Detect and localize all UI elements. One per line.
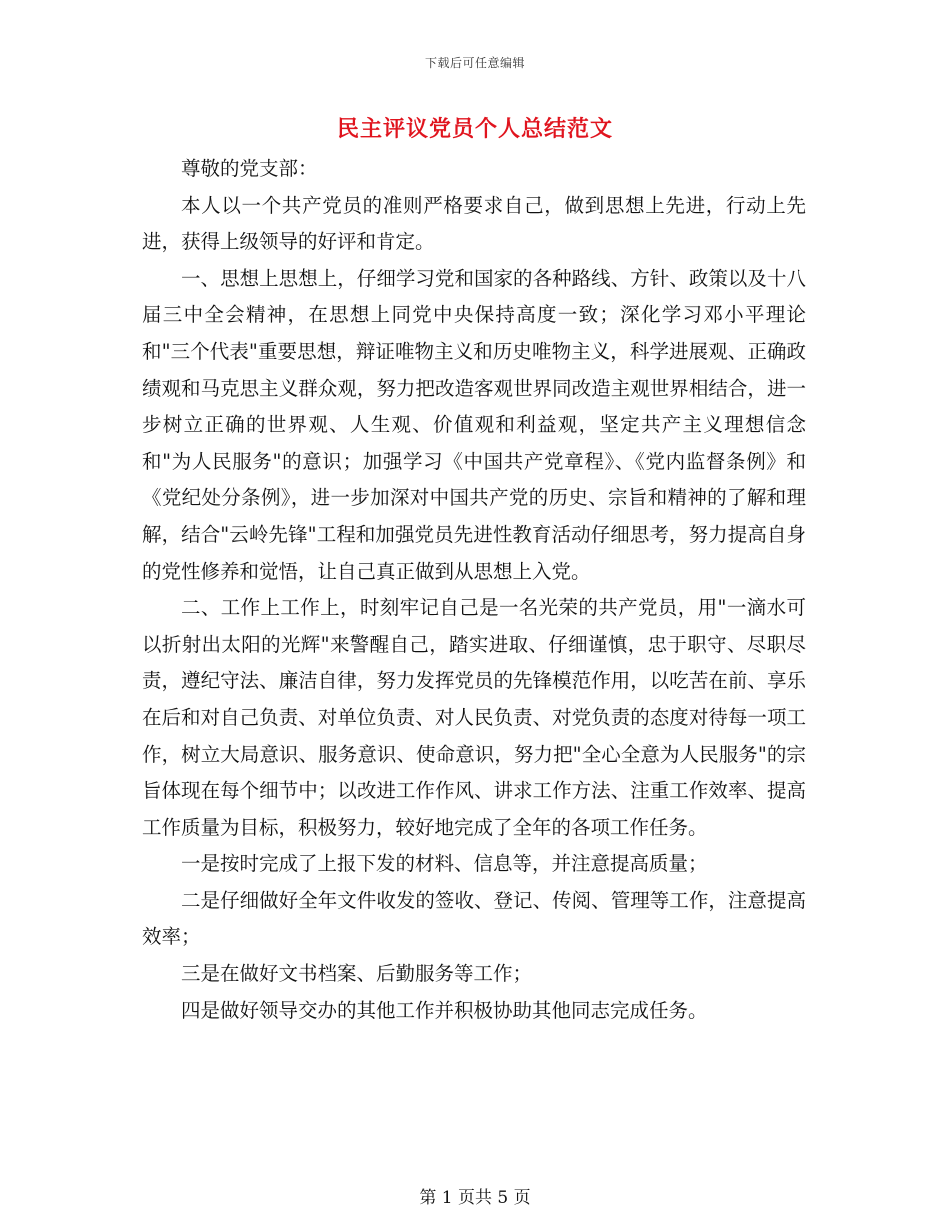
- header-note: 下载后可任意编辑: [424, 56, 525, 70]
- salutation: 尊敬的党支部：: [181, 157, 318, 180]
- list-item: 四是做好领导交办的其他工作并积极协助其他同志完成任务。: [181, 998, 708, 1022]
- document-title: 民主评议党员个人总结范文: [336, 116, 613, 142]
- body-paragraph: 本人以一个共产党员的准则严格要求自己，做到思想上先进，行动上先进，获得上级领导的好评和肯定。: [142, 193, 806, 254]
- document-body: [142, 151, 806, 1029]
- body-paragraph: 一、思想上思想上，仔细学习党和国家的各种路线、方针、政策以及十八届三中全会精神，在思想上同党中央保持高度一致；深化学习邓小平理论和"三个代表"重要思想，辩证唯物主义和历史唯物主义，科学进展观、正确政绩观和马克思主义群众观，努力把改造客观世界同改造主观世界相结合，进一步树立正确的世界观、人生观、价值观和利益观，坚定共产主义理想信念和"为人民服务"的意识；加强学习《中国共产党章程》、《党内监督条例》和《党纪处分条例》，进一步加深对中国共产党的历史、宗旨和精神的了解和理解，结合"云岭先锋"工程和加强党员先进性教育活动仔细思考，努力提高自身的党性修养和觉悟，让自己真正做到从思想上入党。: [142, 266, 806, 583]
- list-item: 二是仔细做好全年文件收发的签收、登记、传阅、管理等工作，注意提高效率；: [142, 888, 806, 949]
- body-paragraph: 二、工作上工作上，时刻牢记自己是一名光荣的共产党员，用"一滴水可以折射出太阳的光辉"来警醒自己，踏实进取、仔细谨慎，忠于职守、尽职尽责，遵纪守法、廉洁自律，努力发挥党员的先锋模范作用，以吃苦在前、享乐在后和对自己负责、对单位负责、对人民负责、对党负责的态度对待每一项工作，树立大局意识、服务意识、使命意识，努力把"全心全意为人民服务"的宗旨体现在每个细节中；以改进工作作风、讲求工作方法、注重工作效率、提高工作质量为目标，积极努力，较好地完成了全年的各项工作任务。: [142, 596, 806, 839]
- list-item: 一是按时完成了上报下发的材料、信息等，并注意提高质量；: [181, 852, 708, 876]
- list-item: 三是在做好文书档案、后勤服务等工作；: [181, 962, 533, 986]
- page-number: 第 1 页共 5 页: [419, 1188, 531, 1208]
